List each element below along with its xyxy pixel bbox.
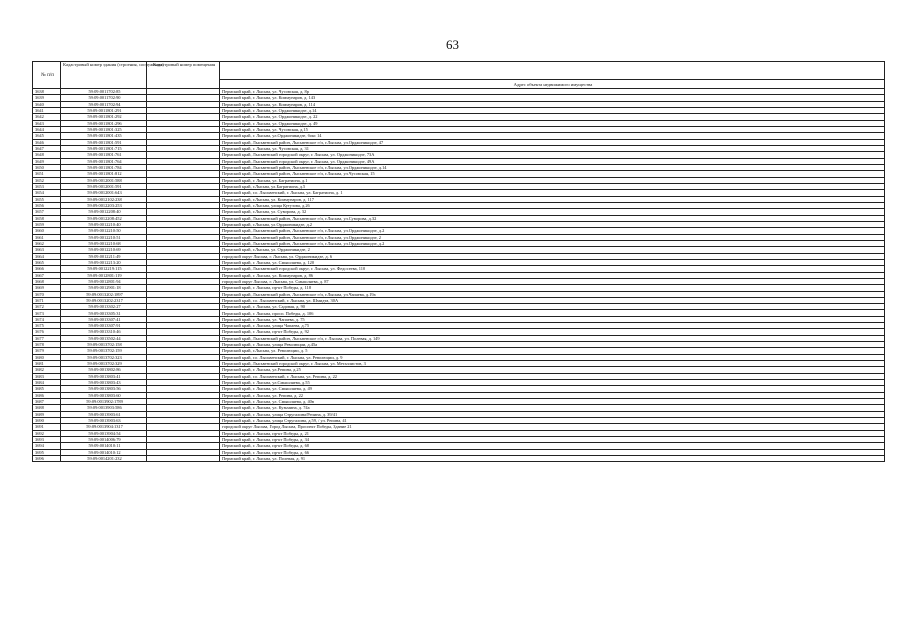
cell-building-cadastral: 59:09:0013903:61 (61, 411, 147, 417)
cell-number: 3652 (33, 177, 61, 183)
cell-address: Пермский край, Лысьвенский район, Лысьвенское г/п, г.Лысьва, ул.Орджоникидзе, д.14 (220, 164, 885, 170)
cell-address: Пермский край, Лысьвенский район, Лысьвенское г/п, г.Лысьва, ул.Чапаева, д.19а (220, 291, 885, 297)
cell-address: Пермский край, г. Лысьва, ул. Смышляева, д. 120 (220, 259, 885, 265)
table-body (33, 89, 885, 462)
cell-building-cadastral: 59:09:0013702:323 (61, 354, 147, 360)
cell-building-cadastral: 59:09:0013802:86 (61, 367, 147, 373)
cell-address: Пермский край, г.Лысьва, ул.Орджоникидзе, д.2 (220, 221, 885, 227)
page-number: 63 (446, 37, 459, 52)
cell-number: 3681 (33, 361, 61, 367)
cell-address: Пермский край, г. Лысьва, улица Революции, д.45а (220, 342, 885, 348)
cell-number: 3690 (33, 418, 61, 424)
cell-address: Пермский край, Лысьвенский район, Лысьвенское г/п, г.Лысьва, ул.Орджоникидзе, 2 (220, 234, 885, 240)
cell-address: Пермский край, г. Лысьва, ул.Смышляева, д.55 (220, 380, 885, 386)
cell-number: 3671 (33, 297, 61, 303)
cell-address: городской округ Лысьва, Город Лысьва, Проспект Победы, Здание 21 (220, 424, 885, 430)
cell-building-cadastral: 59:09:0011801:761 (61, 152, 147, 158)
cell-building-cadastral: 59:09:0012210:51 (61, 234, 147, 240)
cell-building-cadastral: 59:09:0013904:1317 (61, 424, 147, 430)
cell-building-cadastral: 59:09:0011702:90 (61, 95, 147, 101)
cell-number: 3676 (33, 329, 61, 335)
cell-building-cadastral: 59:09:0013307:41 (61, 316, 147, 322)
cell-number: 3691 (33, 424, 61, 430)
cell-number: 3666 (33, 266, 61, 272)
cell-number: 3660 (33, 228, 61, 234)
header-building-cadastral-number: Кадастровый номер здания (строения, сооружения) (61, 62, 147, 89)
cell-address: Пермский край, Лысьвенский городской округ, г. Лысьва, ул. Федосеева, 110 (220, 266, 885, 272)
cell-number: 3664 (33, 253, 61, 259)
cell-number: 3651 (33, 171, 61, 177)
cell-building-cadastral: 59:09:0011801:291 (61, 107, 147, 113)
cell-number: 3682 (33, 367, 61, 373)
cell-address: Пермский край, Лысьвенский район, Лысьвенское г/п, г.Лысьва, ул.Суворова, д.32 (220, 215, 885, 221)
cell-address: Пермский край, Лысьвенский городской округ, г. Лысьва, ул. Металлистов, 3 (220, 361, 885, 367)
cell-address: Пермский край, г. Лысьва, пр-кт Победы, д. 21 (220, 430, 885, 436)
cell-number: 3678 (33, 342, 61, 348)
cell-building-cadastral: 59:09:0013903:586 (61, 405, 147, 411)
cell-number: 3696 (33, 456, 61, 462)
cell-building-cadastral: 59:09:0013803:60 (61, 392, 147, 398)
cell-building-cadastral: 59:09:0011801:435 (61, 133, 147, 139)
cell-number: 3675 (33, 323, 61, 329)
cell-building-cadastral: 59:09:0012901:18 (61, 285, 147, 291)
cell-building-cadastral: 59:09:0012210:69 (61, 247, 147, 253)
cell-address: Пермский край, г. Лысьва, просп. Победы, д. 106 (220, 310, 885, 316)
cell-number: 3657 (33, 209, 61, 215)
cell-building-cadastral: 59:09:0011801:764 (61, 158, 147, 164)
cell-address: Пермский край, г. Лысьва, улица Стругалина, д.59, / ул. Репина, 41 (220, 418, 885, 424)
cell-building-cadastral: 59:09:0012210:40 (61, 221, 147, 227)
header-premises-cadastral-number: Кадастровый номер помещения (147, 62, 220, 89)
cell-number: 3669 (33, 285, 61, 291)
cell-number: 3692 (33, 430, 61, 436)
cell-building-cadastral: 59:09:0013803:43 (61, 380, 147, 386)
cell-address: Пермский край, г.о. Лысьвенский, г. Лысьва, ул. Багратиона, д. 1 (220, 190, 885, 196)
cell-building-cadastral: 59:09:0011801:325 (61, 126, 147, 132)
cell-building-cadastral: 59:09:0013902:1789 (61, 399, 147, 405)
cell-building-cadastral: 59:09:0012210:68 (61, 240, 147, 246)
cell-address: Пермский край, г. Лысьва, ул. Смышляева, д. 40в (220, 399, 885, 405)
cell-number: 3665 (33, 259, 61, 265)
cell-number: 3642 (33, 114, 61, 120)
cell-building-cadastral: 59:09:0011702:94 (61, 101, 147, 107)
cell-address: Пермский край, г. Лысьва, ул. Кузьмина, д. 74а (220, 405, 885, 411)
cell-address: Пермский край, г. Лысьва, улица Чапаева, д.75 (220, 323, 885, 329)
cell-number: 3683 (33, 373, 61, 379)
cell-building-cadastral: 59:09:0012801:119 (61, 272, 147, 278)
cell-number: 3653 (33, 183, 61, 189)
cell-building-cadastral: 59:09:0013202:1897 (61, 291, 147, 297)
header-address-spacer (220, 62, 885, 80)
cell-building-cadastral: 59:09:0012001:591 (61, 183, 147, 189)
cell-address: Пермский край, г. Лысьва, ул. Смышляева, д. 49 (220, 386, 885, 392)
cell-address: Пермский край, г. Лысьва, улица Стругалина/Репина, д. 39/41 (220, 411, 885, 417)
cell-number: 3663 (33, 247, 61, 253)
cell-number: 3688 (33, 405, 61, 411)
cell-building-cadastral: 59:09:0013307:91 (61, 323, 147, 329)
cell-number: 3673 (33, 310, 61, 316)
cell-building-cadastral: 59:09:0014010:11 (61, 443, 147, 449)
cell-building-cadastral: 59:09:0012219:115 (61, 266, 147, 272)
cell-building-cadastral: 59:09:0013305:31 (61, 310, 147, 316)
cell-building-cadastral: 59:09:0012208:40 (61, 209, 147, 215)
cell-address: Пермский край, г.Лысьва, ул.Багратиона, д.5 (220, 183, 885, 189)
cell-number: 3649 (33, 158, 61, 164)
cell-number: 3639 (33, 95, 61, 101)
cell-building-cadastral: 59:09:0012203:253 (61, 202, 147, 208)
cell-address: Пермский край, г. Лысьва, ул. Багратиона, д.1 (220, 177, 885, 183)
cell-address: Пермский край, г.о. Лысьвенский, г. Лысьва, ул. Революции, д. 9 (220, 354, 885, 360)
cell-number: 3645 (33, 133, 61, 139)
cell-number: 3679 (33, 348, 61, 354)
cell-address: Пермский край, Лысьвенский район, Лысьвенское г/п, г. Лысьва, ул. Полевая, д. 149 (220, 335, 885, 341)
cell-number: 3662 (33, 240, 61, 246)
cell-number: 3667 (33, 272, 61, 278)
cell-address: городской округ Лысьва, г. Лысьва, ул. Орджоникидзе, д. 6 (220, 253, 885, 259)
cell-address: Пермский край, Лысьвенский район, Лысьвенское г/п, г.Лысьва, ул.Орджоникидзе, 47 (220, 139, 885, 145)
cell-building-cadastral: 59:09:0012210:50 (61, 228, 147, 234)
cell-building-cadastral: 59:09:0012801:94 (61, 278, 147, 284)
cell-address: Пермский край, г. Лысьва, пр-кт Победы, д. 118 (220, 285, 885, 291)
cell-number: 3658 (33, 215, 61, 221)
cell-number: 3638 (33, 89, 61, 95)
cell-address: Пермский край, г. Лысьва, ул.Репина, д.25 (220, 367, 885, 373)
cell-address: Пермский край, г. Лысьва, пр-кт Победы, д. 34 (220, 437, 885, 443)
cell-address: Пермский край, г.Лысьва, ул. Революции, д. 5 (220, 348, 885, 354)
cell-number: 3646 (33, 139, 61, 145)
cell-address: Пермский край, г. Лысьва, ул. Репина, д. 22 (220, 392, 885, 398)
header-number: № п/п (33, 62, 61, 89)
cell-number: 3685 (33, 386, 61, 392)
cell-number: 3650 (33, 164, 61, 170)
cell-address: Пермский край, г. Лысьва, ул. Орджоникидзе, д.14 (220, 107, 885, 113)
cell-address: Пермский край, Лысьвенский городской округ, г. Лысьва, ул. Орджоникидзе, 49А (220, 158, 885, 164)
cell-premises-cadastral (147, 456, 220, 462)
cell-building-cadastral: 59:09:0013803:56 (61, 386, 147, 392)
cell-number: 3686 (33, 392, 61, 398)
table-row (33, 456, 885, 462)
cell-address: Пермский край, г. Лысьва, ул. Коммунаров, д. 86 (220, 272, 885, 278)
cell-address: Пермский край, г. Лысьва, ул. Коммунаров, д. 114 (220, 101, 885, 107)
cell-building-cadastral: 59:09:0011801:812 (61, 171, 147, 177)
cell-address: Пермский край, г. Лысьва, пр-кт Победы, д. 68 (220, 443, 885, 449)
cell-address: городской округ Лысьва, г. Лысьва, ул. Смышляева, д. 87 (220, 278, 885, 284)
cell-address: Пермский край, г.Лысьва, улица Кутузова, д.26 (220, 202, 885, 208)
cell-building-cadastral: 59:09:0013903:63 (61, 418, 147, 424)
cell-building-cadastral: 59:09:0012211:49 (61, 253, 147, 259)
cell-number: 3680 (33, 354, 61, 360)
cell-address: Пермский край, г.о. Лысьвенский, г. Лысьва, ул. Репина, д. 22 (220, 373, 885, 379)
cell-number: 3668 (33, 278, 61, 284)
cell-building-cadastral: 59:09:0011801:715 (61, 145, 147, 151)
cell-address: Пермский край, г. Лысьва, ул. Полевая, д. 91 (220, 456, 885, 462)
cell-address: Пермский край, г.Лысьва, ул. Орджоникидзе, 2 (220, 247, 885, 253)
cell-number: 3694 (33, 443, 61, 449)
cell-address: Пермский край, г. Лысьва, ул. Коммунаров, д. 143 (220, 95, 885, 101)
cell-address: Пермский край, г. Лысьва, ул.Орджоникидзе, бокс 14 (220, 133, 885, 139)
cell-building-cadastral: 59:09:0011801:591 (61, 139, 147, 145)
cell-address: Пермский край, г. Лысьва, ул. Чусовская, д. 8р (220, 89, 885, 95)
cell-address: Пермский край, г.Лысьва, ул. Суворова, д. 32 (220, 209, 885, 215)
cell-building-cadastral: 59:09:0013702:158 (61, 342, 147, 348)
cell-address: Пермский край, г. Лысьва, пр-кт Победы, д. 92 (220, 329, 885, 335)
cell-number: 3689 (33, 411, 61, 417)
cell-building-cadastral: 59:09:0012001:588 (61, 177, 147, 183)
cell-number: 3659 (33, 221, 61, 227)
cell-building-cadastral: 59:09:0011801:292 (61, 114, 147, 120)
cell-number: 3684 (33, 380, 61, 386)
cell-address: Пермский край, г.Лысьва, ул. Коммунаров, д. 117 (220, 196, 885, 202)
cell-number: 3647 (33, 145, 61, 151)
cell-building-cadastral: 59:09:0013702:159 (61, 348, 147, 354)
cell-building-cadastral: 59:09:0013702:329 (61, 361, 147, 367)
cell-building-cadastral: 59:09:0013202:2317 (61, 297, 147, 303)
cell-building-cadastral: 59:09:0013302:27 (61, 304, 147, 310)
cell-number: 3672 (33, 304, 61, 310)
cell-building-cadastral: 59:09:0014010:12 (61, 449, 147, 455)
cell-building-cadastral: 59:09:0011801:784 (61, 164, 147, 170)
cell-building-cadastral: 59:09:0013904:54 (61, 430, 147, 436)
cell-number: 3641 (33, 107, 61, 113)
cell-building-cadastral: 59:09:0011801:296 (61, 120, 147, 126)
cell-number: 3670 (33, 291, 61, 297)
cell-number: 3644 (33, 126, 61, 132)
cell-address: Пермский край, Лысьвенский район, Лысьвенское г/п, г.Лысьва, ул.Орджоникидзе, д.2 (220, 228, 885, 234)
cell-number: 3693 (33, 437, 61, 443)
cell-number: 3677 (33, 335, 61, 341)
cell-number: 3655 (33, 196, 61, 202)
cell-address: Пермский край, Лысьвенский городской округ, г. Лысьва, ул. Орджоникидзе, 73А (220, 152, 885, 158)
cell-address: Пермский край, Лысьвенский район, Лысьвенское г/п, г.Лысьва, ул.Чусовская, 15 (220, 171, 885, 177)
cell-building-cadastral: 59:09:0012208:452 (61, 215, 147, 221)
cell-address: Пермский край, г.о. Лысьвенский, г. Лысьва, ул. Шмидта, 30А (220, 297, 885, 303)
cell-address: Пермский край, г. Лысьва, ул. Орджоникидзе, д. 22 (220, 114, 885, 120)
cell-building-cadastral: 59:09:0013803:41 (61, 373, 147, 379)
cell-address: Пермский край, г. Лысьва, ул. Чусовская, д.15 (220, 126, 885, 132)
cell-building-cadastral: 59:09:0014006:79 (61, 437, 147, 443)
cell-number: 3643 (33, 120, 61, 126)
property-registry-table (32, 61, 885, 462)
cell-number: 3674 (33, 316, 61, 322)
cell-building-cadastral: 59:09:0011702:85 (61, 89, 147, 95)
cell-number: 3656 (33, 202, 61, 208)
cell-building-cadastral: 59:09:0012102:238 (61, 196, 147, 202)
cell-address: Пермский край, г. Лысьва, ул. Чусовская, д. 31 (220, 145, 885, 151)
cell-address: Пермский край, г. Лысьва, пр-кт Победы, д. 66 (220, 449, 885, 455)
cell-address: Пермский край, Лысьвенский район, Лысьвенское г/п, г.Лысьва, ул.Орджоникидзе, д.2 (220, 240, 885, 246)
cell-building-cadastral: 59:09:0013310:46 (61, 329, 147, 335)
header-address: Адрес объекта недвижимого имущества (220, 80, 885, 89)
cell-building-cadastral: 59:09:0012213:20 (61, 259, 147, 265)
cell-number: 3695 (33, 449, 61, 455)
cell-number: 3654 (33, 190, 61, 196)
cell-number: 3687 (33, 399, 61, 405)
cell-number: 3648 (33, 152, 61, 158)
cell-building-cadastral: 59:09:0013502:44 (61, 335, 147, 341)
cell-number: 3661 (33, 234, 61, 240)
cell-number: 3640 (33, 101, 61, 107)
cell-address: Пермский край, г. Лысьва, ул. Чапаева, д. 75 (220, 316, 885, 322)
cell-address: Пермский край, г. Лысьва, ул. Садовая, д. 90 (220, 304, 885, 310)
cell-building-cadastral: 59:09:0012001:643 (61, 190, 147, 196)
cell-building-cadastral: 59:09:0014201:232 (61, 456, 147, 462)
cell-address: Пермский край, г. Лысьва, ул. Орджоникидзе, д. 49 (220, 120, 885, 126)
